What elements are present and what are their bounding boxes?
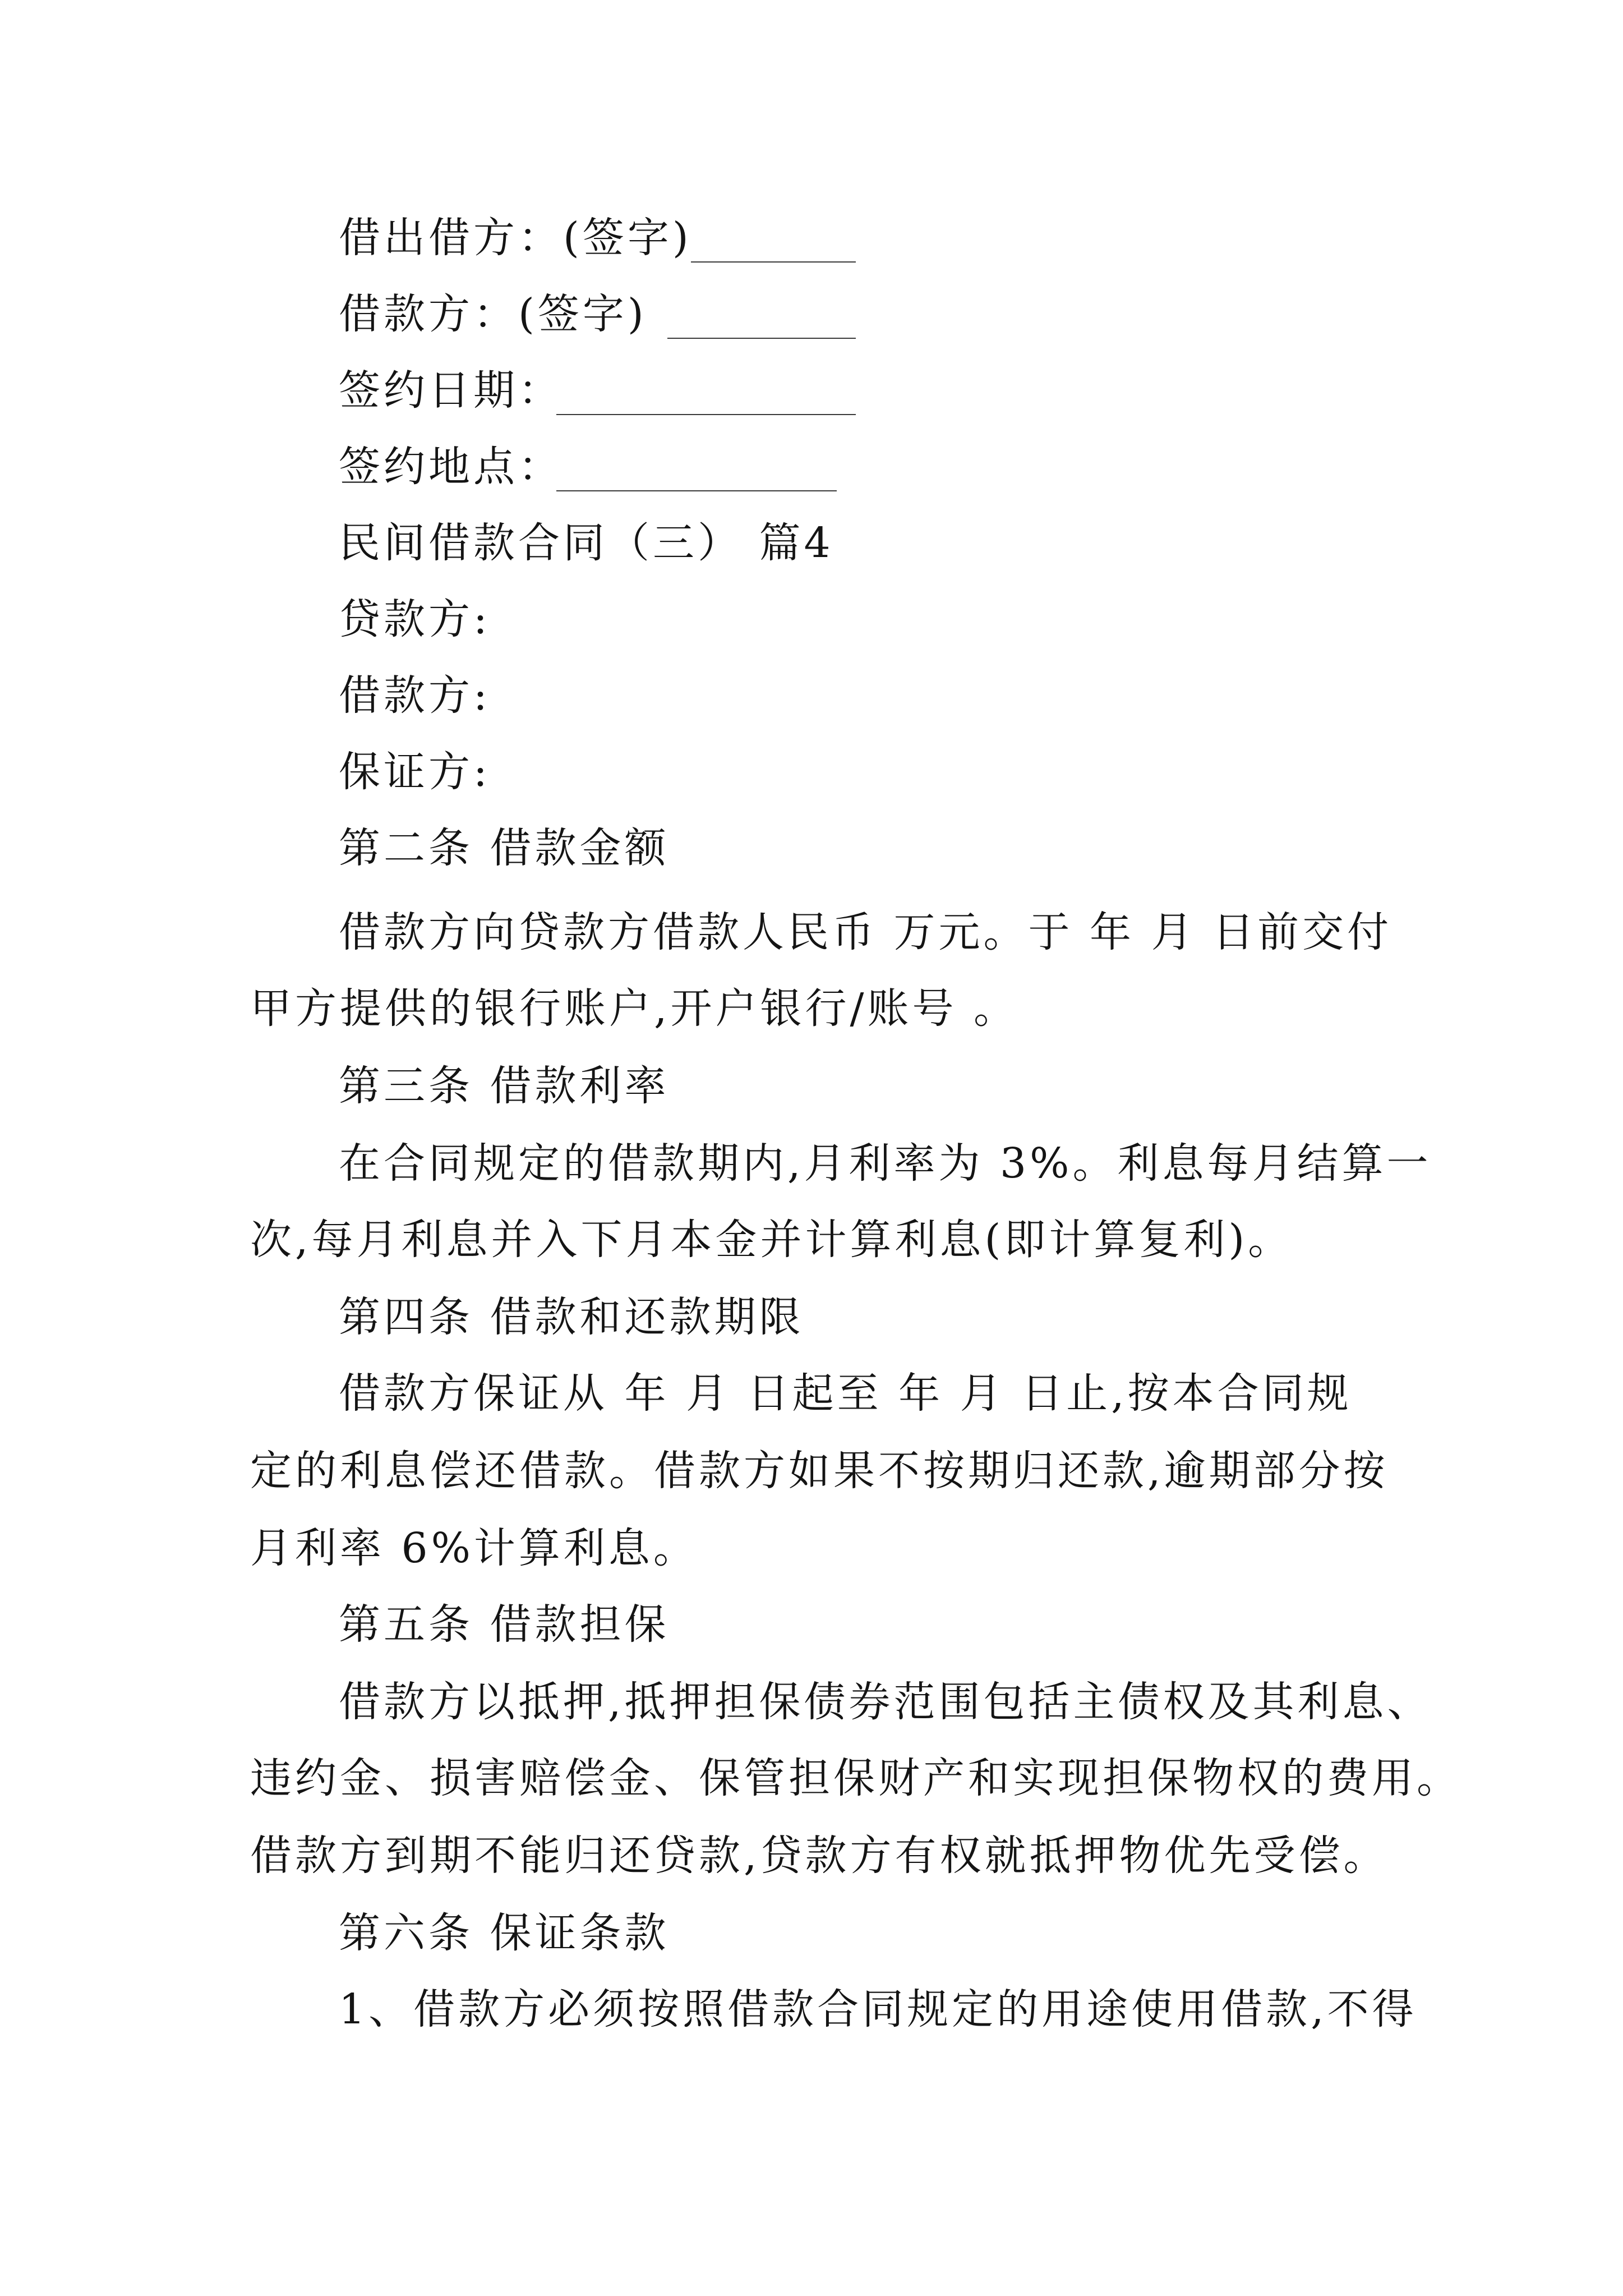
signature-lender-label: 借出借方：(签字) [339,214,692,262]
article5-line-2: 违约金、损害赔偿金、保管担保财产和实现担保物权的费用。 [250,1754,1461,1802]
article3-line-2: 次,每月利息并入下月本金并计算利息(即计算复利)。 [250,1216,1293,1264]
signing-place-label: 签约地点： [339,443,563,491]
article2-line-1: 借款方向贷款方借款人民币 万元。于 年 月 日前交付 [339,908,1393,956]
article6-line-1: 1、借款方必须按照借款合同规定的用途使用借款,不得 [339,1985,1417,2033]
signature-lender-blank [691,261,856,263]
article2-line-2: 甲方提供的银行账户,开户银行/账号 。 [250,984,1018,1033]
article6-title: 第六条 保证条款 [339,1909,670,1957]
signing-date-blank [556,414,856,415]
article4-line-3: 月利率 6%计算利息。 [250,1524,698,1572]
signing-date-label: 签约日期： [339,366,563,415]
signature-borrower-blank [667,338,856,339]
party-borrower: 借款方: [339,671,491,720]
article5-title: 第五条 借款担保 [339,1600,670,1649]
party-lender: 贷款方: [339,595,491,643]
party-guarantor: 保证方: [339,748,491,796]
signing-place-blank [556,490,837,491]
article3-line-1: 在合同规定的借款期内,月利率为 3%。利息每月结算一 [339,1139,1432,1188]
article4-line-1: 借款方保证从 年 月 日起至 年 月 日止,按本合同规 [339,1369,1352,1418]
article4-title: 第四条 借款和还款期限 [339,1293,804,1341]
article5-line-3: 借款方到期不能归还贷款,贷款方有权就抵押物优先受偿。 [250,1832,1389,1880]
contract-heading: 民间借款合同（三） 篇4 [339,519,834,567]
article4-line-2: 定的利息偿还借款。借款方如果不按期归还款,逾期部分按 [250,1447,1389,1495]
article5-line-1: 借款方以抵押,抵押担保债券范围包括主债权及其利息、 [339,1678,1432,1726]
article2-title: 第二条 借款金额 [339,824,670,872]
signature-borrower-label: 借款方：(签字) [339,290,647,338]
article3-title: 第三条 借款利率 [339,1062,670,1110]
